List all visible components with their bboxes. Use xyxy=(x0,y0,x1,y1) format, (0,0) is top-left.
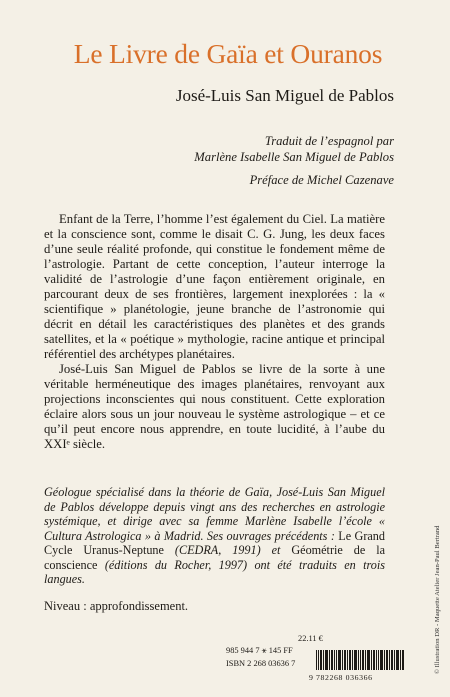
bio-publisher-2: (éditions du Rocher, 1997) xyxy=(104,557,248,572)
reading-level: Niveau : approfondissement. xyxy=(44,599,189,613)
credits-block xyxy=(194,133,394,188)
bio-book-1: Le Grand Cycle Uranus-Neptune xyxy=(44,528,385,557)
bio-intro: Géologue spécialisé dans la théorie de Gaïa, José-Luis San Miguel de Pablos développe depuis vingt ans des recherches en astrologie systémique, et dirige avec sa femme Marlène Isabelle l’école « Cultura Astrologica » à Madrid. Ses ouvrages précédents : xyxy=(44,485,385,543)
translator-name: Marlène Isabelle San Miguel de Pablos xyxy=(194,150,394,164)
isbn-number: ISBN 2 268 03636 7 xyxy=(226,659,296,668)
barcode-area xyxy=(226,634,406,686)
translation-credit: Traduit de l’espagnol par xyxy=(264,134,394,148)
product-code: 985 944 7 ⚹ 145 FF xyxy=(226,646,293,655)
barcode-icon xyxy=(316,650,404,670)
author-name: José-Luis San Miguel de Pablos xyxy=(175,86,394,105)
bio-connector: et xyxy=(260,543,292,557)
illustration-credit: © Illustration DR - Maquette Atelier Jean-Paul Bertrand xyxy=(434,525,441,674)
author-bio xyxy=(44,485,385,587)
price-euro: 22.11 € xyxy=(298,634,323,643)
preface-credit: Préface de Michel Cazenave xyxy=(249,173,394,187)
bio-publisher-1: (CEDRA, 1991) xyxy=(174,543,261,557)
blurb-paragraph-1: Enfant de la Terre, l’homme l’est également du Ciel. La matière et la conscience sont, comme le disait C. G. Jung, les deux faces d’une seule réalité profonde, qui constitue le fondement même de l’astrologie. Partant de cette conception, l’auteur interroge la validité de l’astrologie d’une façon entièrement originale, en parcourant deux de ses frontières, largement inexplorées : la « scientifique » planétologie, jeune branche de l’astronomie qui décrit en détail les caractéristiques des planètes et des grands satellites, et la « poétique » mythologie, racine antique et principal référentiel des archétypes planétaires. xyxy=(44,212,385,361)
bio-book-2: Géométrie de la conscience xyxy=(44,543,385,572)
blurb-paragraph-2: José-Luis San Miguel de Pablos se livre de la sorte à une véritable herméneutique des images planétaires, renvoyant aux projections inconscientes qui nous constituent. Cette exploration éclaire alors sous un jour nouveau le système astrologique – et ce qu’il peut encore nous apprendre, en toute lucidité, à l’aube du XXIᵉ siècle. xyxy=(44,362,385,451)
bio-closing: ont été traduits en trois langues. xyxy=(44,557,385,586)
book-title: Le Livre de Gaïa et Ouranos xyxy=(73,38,383,69)
barcode-digits: 9 782268 036366 xyxy=(309,673,373,682)
blurb-text xyxy=(44,212,385,452)
